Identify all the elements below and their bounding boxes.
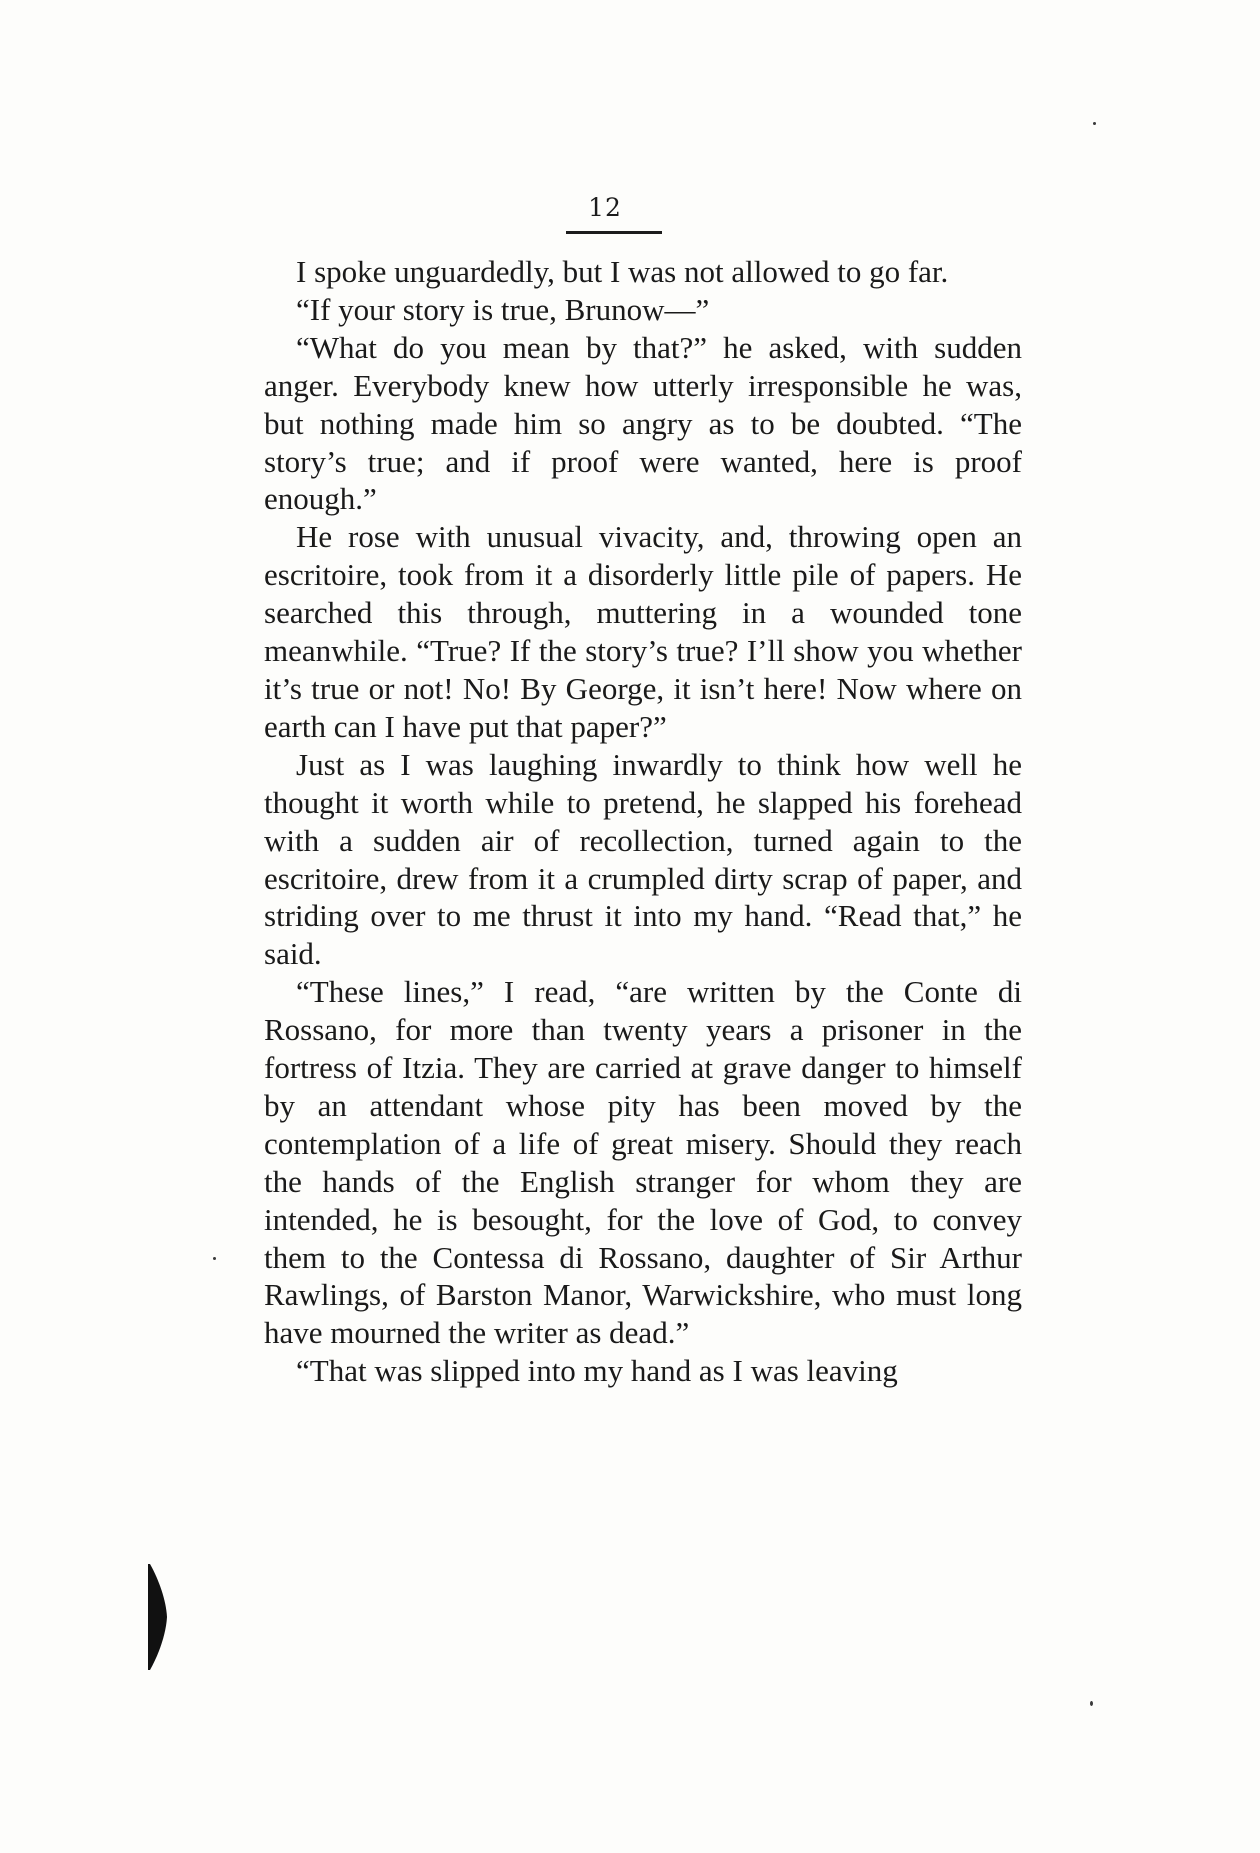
scan-speck <box>1093 122 1096 125</box>
body-text <box>264 253 1022 1390</box>
scan-speck <box>213 1257 216 1260</box>
page-number-rule <box>566 231 662 234</box>
binding-edge-mark-shape <box>147 1562 169 1672</box>
paragraph: “These lines,” I read, “are written by the Conte di Rossano, for more than twenty years a prisoner in the fortress of Itzia. They are carried at grave danger to himself by an attendant whose pity has been moved by the contemplation of a life of great misery. Should they reach the hands of the English stranger for whom they are intended, he is besought, for the love of God, to convey them to the Contessa di Rossano, daughter of Sir Arthur Rawlings, of Barston Manor, Warwickshire, who must long have mourned the writer as dead.” <box>264 974 1022 1351</box>
scan-speck <box>1090 1701 1093 1706</box>
paragraph: “If your story is true, Brunow—” <box>296 291 710 327</box>
page-number: 12 <box>588 193 622 222</box>
paragraph: Just as I was laughing inwardly to think how well he thought it worth while to pretend, he slapped his forehead with a sudden air of recollection, turned again to the escritoire, drew from it a crumpled dirty scrap of paper, and striding over to me thrust it into my hand. “Read that,” he said. <box>264 746 1022 972</box>
paragraph: “What do you mean by that?” he asked, with sudden anger. Everybody knew how utterly irresponsible he was, but nothing made him so angry as to be doubted. “The story’s true; and if proof were wanted, here is proof enough.” <box>264 329 1022 517</box>
paragraph: He rose with unusual vivacity, and, throwing open an escritoire, took from it a disorderly little pile of papers. He searched this through, muttering in a wounded tone meanwhile. “True? If the story’s true? I’ll show you whether it’s true or not! No! By George, it isn’t here! Now where on earth can I have put that paper?” <box>264 519 1022 744</box>
paragraph: I spoke unguardedly, but I was not allowed to go far. <box>296 254 949 289</box>
paragraph: “That was slipped into my hand as I was leaving <box>296 1353 898 1389</box>
